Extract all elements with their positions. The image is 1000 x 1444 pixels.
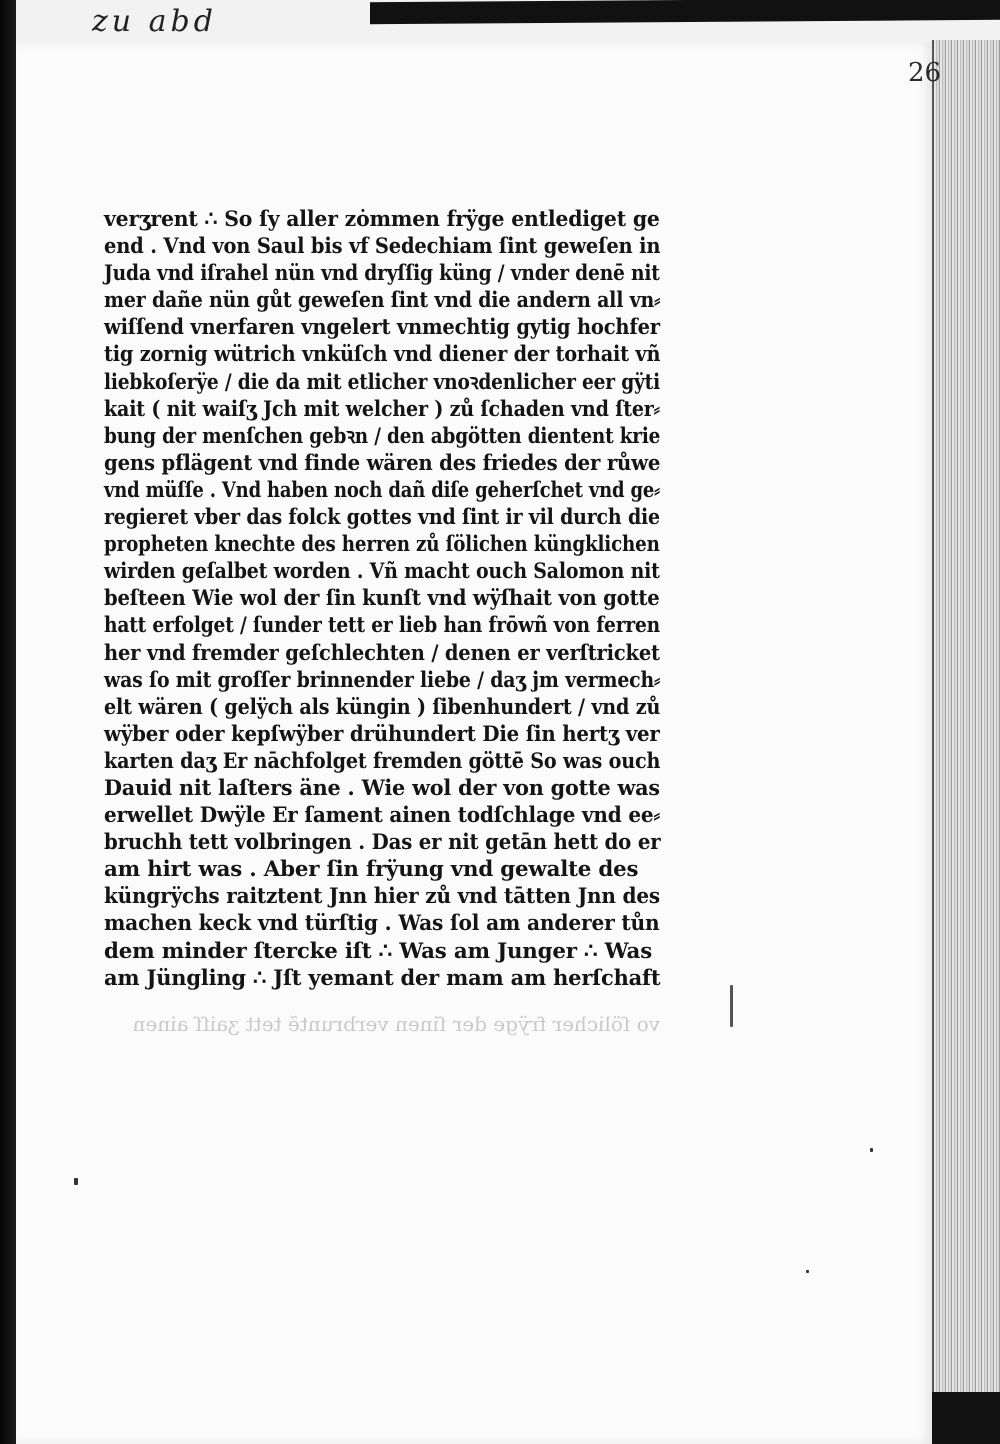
text-line: beſteen Wie wol der ſin kunſt vnd wÿſhait von gotte [104,586,660,612]
blackletter-text-block [104,206,664,992]
text-line: karten daʒ Er nāchfolget fremden göttē So was ouch [104,748,661,774]
text-line: propheten knechte des herren zů ſölichen küngklichen [104,532,660,558]
text-line: machen keck vnd türſtig . Was ſol am anderer tůn [104,911,660,937]
text-line: dem minder ſtercke iſt ∴ Was am Junger ∴ Was [104,938,653,964]
text-line: wiſſend vnerfaren vngelert vnmechtig gytig hochfer [104,315,660,341]
text-line: gens pflägent vnd finde wären des friedes der růwe [104,450,661,476]
text-line: was ſo mit groſſer brinnender liebe / daʒ jm vermech⸗ [104,667,661,693]
text-line: am Jüngling ∴ Jſt yemant der mam am herſchaft [104,965,661,991]
text-line: mer dañe nün gůt geweſen ſint vnd die andern all vn⸗ [104,288,661,314]
ink-speck [870,1148,873,1152]
text-line: tig zornig wütrich vnküſch vnd diener der torhait vñ [104,342,661,368]
text-line: am hirt was . Aber ſin frÿung vnd gewalte des [104,857,639,883]
text-line: wÿber oder kepſwÿber drühundert Die ſin hertʒ ver [104,721,660,747]
text-line: erwellet Dwÿle Er ſament ainen todſchlage vnd ee⸗ [104,803,660,829]
text-line: her vnd fremder geſchlechten / denen er verſtricket [104,640,660,666]
text-line: bung der menſchen gebꝛn / den abgötten dientent krie [104,423,661,449]
bottom-corner-shadow [932,1392,1000,1444]
page-edges-stack [932,40,1000,1400]
text-line: elt wären ( gelÿch als küngin ) ſibenhundert / vnd zů [104,694,661,720]
binding-shadow-left [0,0,16,1444]
bleed-through-text: vo ſölicher frÿge der ſinen verbruntẽ tett ʒaiſſ ainen [132,1012,660,1036]
text-line: liebkoſerÿe / die da mit etlicher vnoꝛdenlicher eer gÿti [104,369,660,395]
text-line: Dauid nit laſters äne . Wie wol der von gotte was [104,775,660,801]
text-line: regieret vber das folck gottes vnd ſint ir vil durch die [104,505,660,531]
ink-speck [74,1178,78,1185]
ink-speck [730,985,733,1027]
text-line: wirden geſalbet worden . Vñ macht ouch Salomon nit [104,559,660,585]
text-line: verʒrent ∴ So ſy aller zȯmmen frÿge entlediget ge [104,207,660,232]
text-line: Juda vnd iſrahel nün vnd dryſſig küng / vnder denē nit [104,261,660,287]
ink-speck [806,1270,809,1273]
text-line: kait ( nit waiſʒ Jch mit welcher ) zů ſchaden vnd ſter⸗ [104,396,660,422]
text-line: end . Vnd von Saul bis vf Sedechiam ſint geweſen in [104,234,661,260]
text-line: bruchh tett volbringen . Das er nit getān hett do er [104,830,661,856]
folio-number: 26 [908,58,942,88]
text-line: vnd müſſe . Vnd haben noch dañ diſe geherſchet vnd ge⸗ [104,477,660,503]
text-line: küngrÿchs raitztent Jnn hier zů vnd tātten Jnn des [104,884,660,910]
text-line: hatt erfolget / ſunder tett er lieb han frōwñ von ferren [104,613,661,639]
handwritten-margin-note: zu abd [92,4,217,39]
